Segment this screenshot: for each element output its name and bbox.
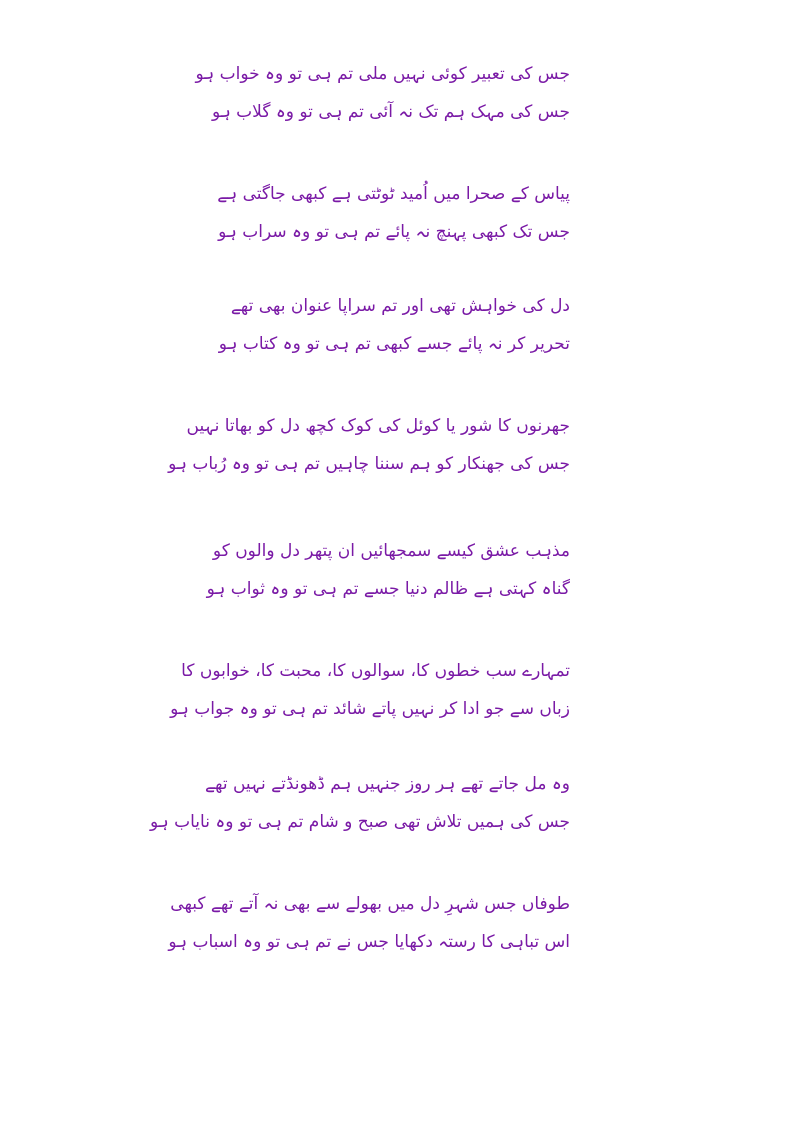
verse-line: جس کی ہمیں تلاش تھی صبح و شام تم ہی تو وہ نایاب ہو xyxy=(149,812,570,832)
verse-line: جس کی جھنکار کو ہم سننا چاہیں تم ہی تو وہ رُباب ہو xyxy=(168,454,570,474)
stanza-2 xyxy=(217,175,570,251)
verse-line: جھرنوں کا شور یا کوئل کی کوک کچھ دل کو بھاتا نہیں xyxy=(186,416,570,436)
stanza-5 xyxy=(206,532,570,608)
stanza-8 xyxy=(168,885,570,961)
verse-line: مذہب عشق کیسے سمجھائیں ان پتھر دل والوں کو xyxy=(212,541,570,561)
verse-line: جس کی تعبیر کوئی نہیں ملی تم ہی تو وہ خواب ہو xyxy=(195,64,570,84)
verse-line: جس تک کبھی پہنچ نہ پائے تم ہی تو وہ سراب ہو xyxy=(218,222,570,242)
stanza-1 xyxy=(195,55,570,131)
verse-line: جس کی مہک ہم تک نہ آئی تم ہی تو وہ گلاب ہو xyxy=(212,102,570,122)
verse-line: پیاس کے صحرا میں اُمید ٹوٹتی ہے کبھی جاگتی ہے xyxy=(217,184,570,204)
verse-line: وہ مل جاتے تھے ہر روز جنہیں ہم ڈھونڈتے نہیں تھے xyxy=(205,774,570,794)
stanza-7 xyxy=(149,765,570,841)
stanza-3 xyxy=(218,287,570,363)
verse-line: گناہ کہتی ہے ظالم دنیا جسے تم ہی تو وہ ثواب ہو xyxy=(206,579,570,599)
verse-line: دل کی خواہش تھی اور تم سراپا عنوان بھی تھے xyxy=(230,296,570,316)
verse-line: تحریر کر نہ پائے جسے کبھی تم ہی تو وہ کتاب ہو xyxy=(218,334,570,354)
verse-line: طوفاں جس شہرِ دل میں بھولے سے بھی نہ آتے تھے کبھی xyxy=(170,894,570,914)
verse-line: اس تباہی کا رستہ دکھایا جس نے تم ہی تو وہ اسباب ہو xyxy=(168,932,570,952)
stanza-4 xyxy=(168,407,570,483)
verse-line: تمہارے سب خطوں کا، سوالوں کا، محبت کا، خوابوں کا xyxy=(181,661,570,681)
verse-line: زباں سے جو ادا کر نہیں پاتے شائد تم ہی تو وہ جواب ہو xyxy=(170,699,570,719)
stanza-6 xyxy=(170,652,570,728)
